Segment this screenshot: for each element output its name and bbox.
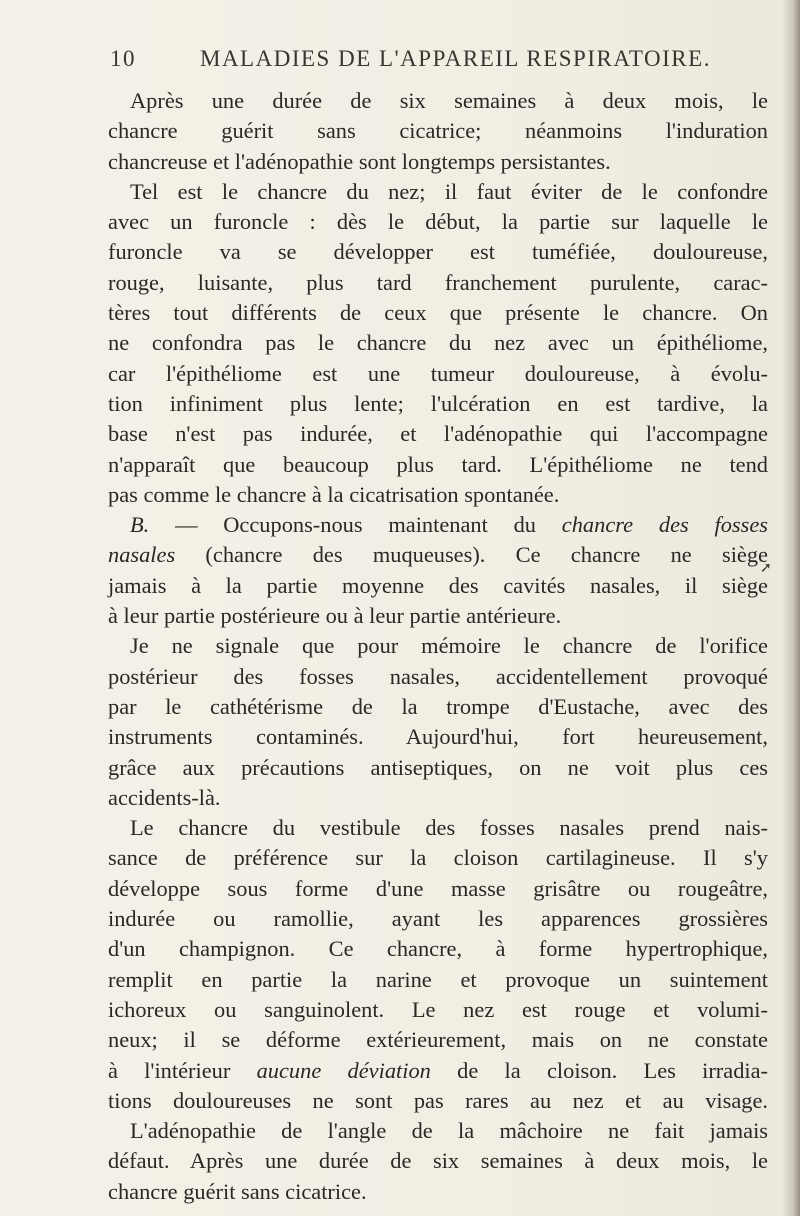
text-line-content: neux; il se déforme extérieurement, mais on ne constate bbox=[108, 1027, 768, 1053]
text-line-content: car l'épithéliome est une tumeur douloureuse, à évolu- bbox=[108, 360, 768, 386]
text-line-content: chancreuse et l'adénopathie sont longtemps persistantes. bbox=[108, 148, 611, 174]
page-edge-shadow bbox=[782, 0, 800, 1216]
text-line bbox=[108, 298, 768, 328]
running-head bbox=[110, 46, 770, 80]
text-line bbox=[108, 359, 768, 389]
text-line bbox=[108, 1177, 768, 1207]
margin-mark: ➚ bbox=[760, 561, 772, 576]
text-line bbox=[108, 389, 768, 419]
text-line-content: chancre guérit sans cicatrice. bbox=[108, 1178, 367, 1204]
text-line-content: grâce aux précautions antiseptiques, on ne voit plus ces bbox=[108, 754, 768, 780]
page-number: 10 bbox=[110, 46, 136, 71]
italic-term: aucune déviation bbox=[256, 1057, 431, 1083]
text-line-content: de la cloison. Les irradia- bbox=[430, 1057, 769, 1083]
text-line-content: n'apparaît que beaucoup plus tard. L'épithéliome ne tend bbox=[108, 451, 768, 477]
text-line bbox=[108, 147, 768, 177]
text-line-content: à l'intérieur bbox=[108, 1057, 257, 1083]
text-line bbox=[108, 1025, 768, 1055]
text-line-content: Je ne signale que pour mémoire le chancre de l'orifice bbox=[130, 633, 768, 659]
text-line bbox=[108, 753, 768, 783]
text-line-content: chancre guérit sans cicatrice; néanmoins l'induration bbox=[108, 118, 768, 144]
text-line-content: d'un champignon. Ce chancre, à forme hypertrophique, bbox=[108, 936, 768, 962]
text-line bbox=[108, 207, 768, 237]
text-line bbox=[108, 783, 768, 813]
text-line-content: Le chancre du vestibule des fosses nasales prend nais- bbox=[130, 815, 768, 841]
text-line-content: ne confondra pas le chancre du nez avec un épithéliome, bbox=[108, 330, 768, 356]
text-line-content: ichoreux ou sanguinolent. Le nez est rouge et volumi- bbox=[108, 996, 768, 1022]
running-title: MALADIES DE L'APPAREIL RESPIRATOIRE. bbox=[200, 46, 711, 71]
text-line bbox=[108, 116, 768, 146]
text-line bbox=[108, 328, 768, 358]
text-line-content: à leur partie postérieure ou à leur partie antérieure. bbox=[108, 603, 562, 629]
text-line bbox=[108, 86, 768, 116]
text-line bbox=[108, 419, 768, 449]
text-line-content: base n'est pas indurée, et l'adénopathie qui l'accompagne bbox=[108, 421, 768, 447]
text-line bbox=[108, 177, 768, 207]
italic-term: chancre des fosses bbox=[561, 512, 769, 538]
text-line bbox=[108, 237, 768, 267]
text-line-content: tères tout différents de ceux que présente le chancre. On bbox=[108, 300, 768, 326]
text-line bbox=[108, 540, 768, 570]
text-line-content: avec un furoncle : dès le début, la partie sur laquelle le bbox=[108, 209, 768, 235]
text-line bbox=[108, 1116, 768, 1146]
text-line-content: tion infiniment plus lente; l'ulcération en est tardive, la bbox=[108, 390, 768, 416]
text-line-content: jamais à la partie moyenne des cavités nasales, il siège bbox=[108, 572, 768, 598]
text-line bbox=[108, 268, 768, 298]
body-text bbox=[108, 86, 768, 1207]
text-line-content: indurée ou ramollie, ayant les apparences grossières bbox=[108, 906, 768, 932]
text-line bbox=[108, 934, 768, 964]
text-line-content: défaut. Après une durée de six semaines à deux mois, le bbox=[108, 1148, 768, 1174]
text-line-content: pas comme le chancre à la cicatrisation spontanée. bbox=[108, 481, 560, 507]
text-line bbox=[108, 1056, 768, 1086]
text-line bbox=[108, 722, 768, 752]
text-line bbox=[108, 480, 768, 510]
text-line-content: postérieur des fosses nasales, accidentellement provoqué bbox=[108, 663, 768, 689]
italic-term: nasales bbox=[108, 542, 176, 568]
text-line-content: furoncle va se développer est tuméfiée, douloureuse, bbox=[108, 239, 768, 265]
text-line bbox=[108, 874, 768, 904]
text-line bbox=[108, 571, 768, 601]
text-line-content: par le cathétérisme de la trompe d'Eustache, avec des bbox=[108, 693, 768, 719]
text-line bbox=[108, 662, 768, 692]
text-line bbox=[108, 510, 768, 540]
text-line bbox=[108, 1086, 768, 1116]
text-line-content: (chancre des muqueuses). Ce chancre ne siège bbox=[175, 542, 768, 568]
text-line-content: accidents-là. bbox=[108, 784, 221, 810]
text-line bbox=[108, 965, 768, 995]
text-line bbox=[108, 631, 768, 661]
text-line-content: sance de préférence sur la cloison cartilagineuse. Il s'y bbox=[108, 845, 768, 871]
text-line-content: Tel est le chancre du nez; il faut éviter de le confondre bbox=[130, 178, 768, 204]
text-line bbox=[108, 843, 768, 873]
text-line-content: développe sous forme d'une masse grisâtre ou rougeâtre, bbox=[108, 875, 768, 901]
text-line-content: L'adénopathie de l'angle de la mâchoire ne fait jamais bbox=[130, 1118, 768, 1144]
text-line-content: tions douloureuses ne sont pas rares au nez et au visage. bbox=[108, 1087, 768, 1113]
text-line bbox=[108, 450, 768, 480]
text-line bbox=[108, 904, 768, 934]
text-line bbox=[108, 601, 768, 631]
text-line bbox=[108, 1146, 768, 1176]
section-letter: B. bbox=[130, 512, 150, 538]
text-line-content: rouge, luisante, plus tard franchement purulente, carac- bbox=[108, 269, 768, 295]
text-line-content: B. — Occupons-nous maintenant du bbox=[130, 512, 562, 538]
text-line bbox=[108, 813, 768, 843]
text-line bbox=[108, 995, 768, 1025]
text-line-content: instruments contaminés. Aujourd'hui, fort heureusement, bbox=[108, 724, 768, 750]
text-line-content: remplit en partie la narine et provoque un suintement bbox=[108, 966, 768, 992]
text-line-content: Après une durée de six semaines à deux mois, le bbox=[130, 88, 768, 113]
text-line bbox=[108, 692, 768, 722]
